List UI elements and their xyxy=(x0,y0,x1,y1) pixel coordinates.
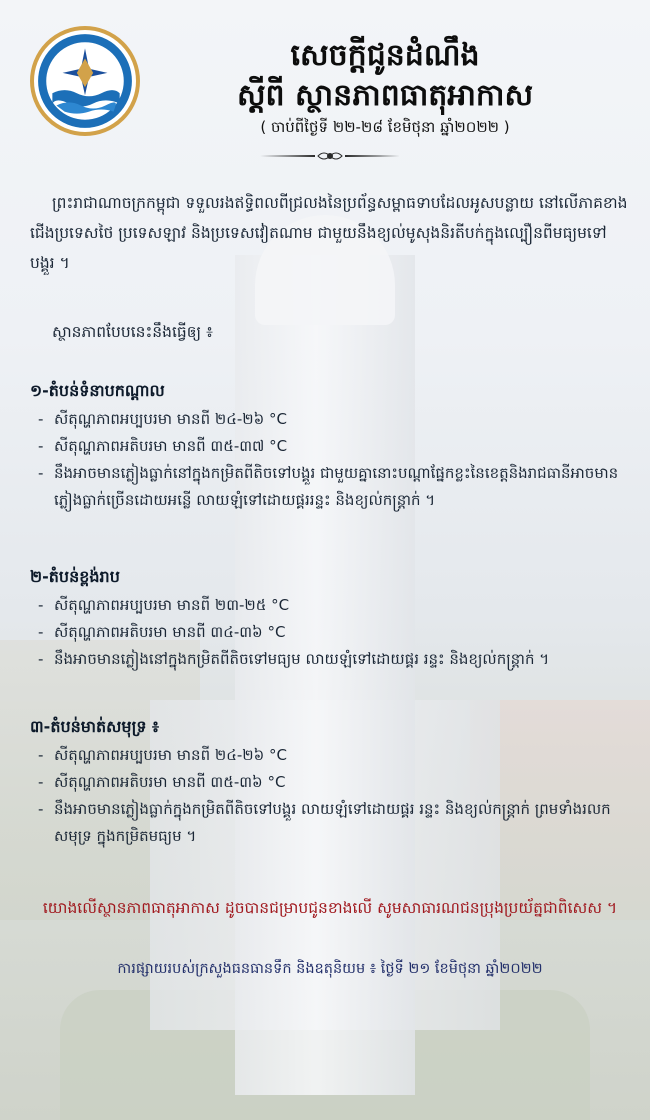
section-list-central-lowlands xyxy=(36,406,626,514)
list-item: - នឹងអាចមានភ្លៀងនៅក្នុងកម្រិតពីតិចទៅមធ្យម លាយឡំទៅដោយផ្គរ រន្ទះ និងខ្យល់កន្ត្រាក់ ។ xyxy=(36,646,626,673)
list-item: - សីតុណ្ហភាពអតិបរមា មានពី ៣៤-៣៦ °C xyxy=(36,619,626,646)
warning-note: យោងលើស្ថានភាពធាតុអាកាស ដូចបានជម្រាបជូនខាងលើ សូមសាធារណជនប្រុងប្រយ័ត្នជាពិសេស ។ xyxy=(42,899,618,917)
list-item: - សីតុណ្ហភាពអប្បបរមា មានពី ២៣-២៥ °C xyxy=(36,592,626,619)
section-title-plateau: ២-តំបន់ខ្ពង់រាប xyxy=(30,567,120,586)
section-title-coastal: ៣-តំបន់មាត់សមុទ្រ ៖ xyxy=(30,717,160,736)
intro-paragraph: ព្រះរាជាណាចក្រកម្ពុជា ទទួលរងឥទ្ធិពលពីជ្រលងនៃប្រព័ន្ធសម្ពាធទាបដែលអូសបន្លាយ នៅលើភាគខាងជើងប្រទេសថៃ ប្រទេសឡាវ និងប្រទេសវៀតណាម ជាមួយនឹងខ្យល់មូសុងនិរតីបក់ក្នុងល្បឿនពីមធ្យមទៅបង្គួរ ។ xyxy=(30,194,628,272)
notice-title: សេចក្ដីជូនដំណឹង xyxy=(290,38,480,73)
list-item: - សីតុណ្ហភាពអតិបរមា មានពី ៣៥-៣៦ °C xyxy=(36,769,626,796)
notice-subject: ស្ដីពី ស្ថានភាពធាតុអាកាស xyxy=(236,78,534,113)
section-list-plateau xyxy=(36,592,626,673)
list-item: - សីតុណ្ហភាពអតិបរមា មានពី ៣៥-៣៧ °C xyxy=(36,433,626,460)
list-item: - សីតុណ្ហភាពអប្បបរមា មានពី ២៤-២៦ °C xyxy=(36,406,626,433)
list-item: - នឹងអាចមានភ្លៀងធ្លាក់នៅក្នុងកម្រិតពីតិចទៅបង្គួរ ជាមួយគ្នានោះបណ្ដាផ្នែកខ្លះនៃខេត្តនិងរាជធានីអាចមានភ្លៀងធ្លាក់ច្រើនដោយអន្លើ លាយឡំទៅដោយផ្គររន្ទះ និងខ្យល់កន្ត្រាក់ ។ xyxy=(36,460,626,514)
list-item: - សីតុណ្ហភាពអប្បបរមា មានពី ២៤-២៦ °C xyxy=(36,742,626,769)
list-item: - នឹងអាចមានភ្លៀងធ្លាក់ក្នុងកម្រិតពីតិចទៅបង្គួរ លាយឡំទៅដោយផ្គរ រន្ទះ និងខ្យល់កន្ត្រាក់ ព្រមទាំងរលកសមុទ្រ ក្នុងកម្រិតមធ្យម ។ xyxy=(36,796,626,850)
ministry-logo-icon xyxy=(30,26,140,136)
section-title-central-lowlands: ១-តំបន់ទំនាបកណ្ដាល xyxy=(30,381,165,400)
ornament-divider-icon xyxy=(260,148,400,164)
lead-text: ស្ថានភាពបែបនេះនឹងធ្វើឲ្យ ៖ xyxy=(52,323,213,341)
source-attribution: ការផ្សាយរបស់ក្រសួងធនធានទឹក និងឧតុនិយម ៖ ថ្ងៃទី ២១ ខែមិថុនា ឆ្នាំ២០២២ xyxy=(117,961,543,977)
date-range: ( ចាប់ពីថ្ងៃទី ២២-២៨ ខែមិថុនា ឆ្នាំ២០២២ ) xyxy=(260,118,510,136)
section-list-coastal xyxy=(36,742,626,850)
